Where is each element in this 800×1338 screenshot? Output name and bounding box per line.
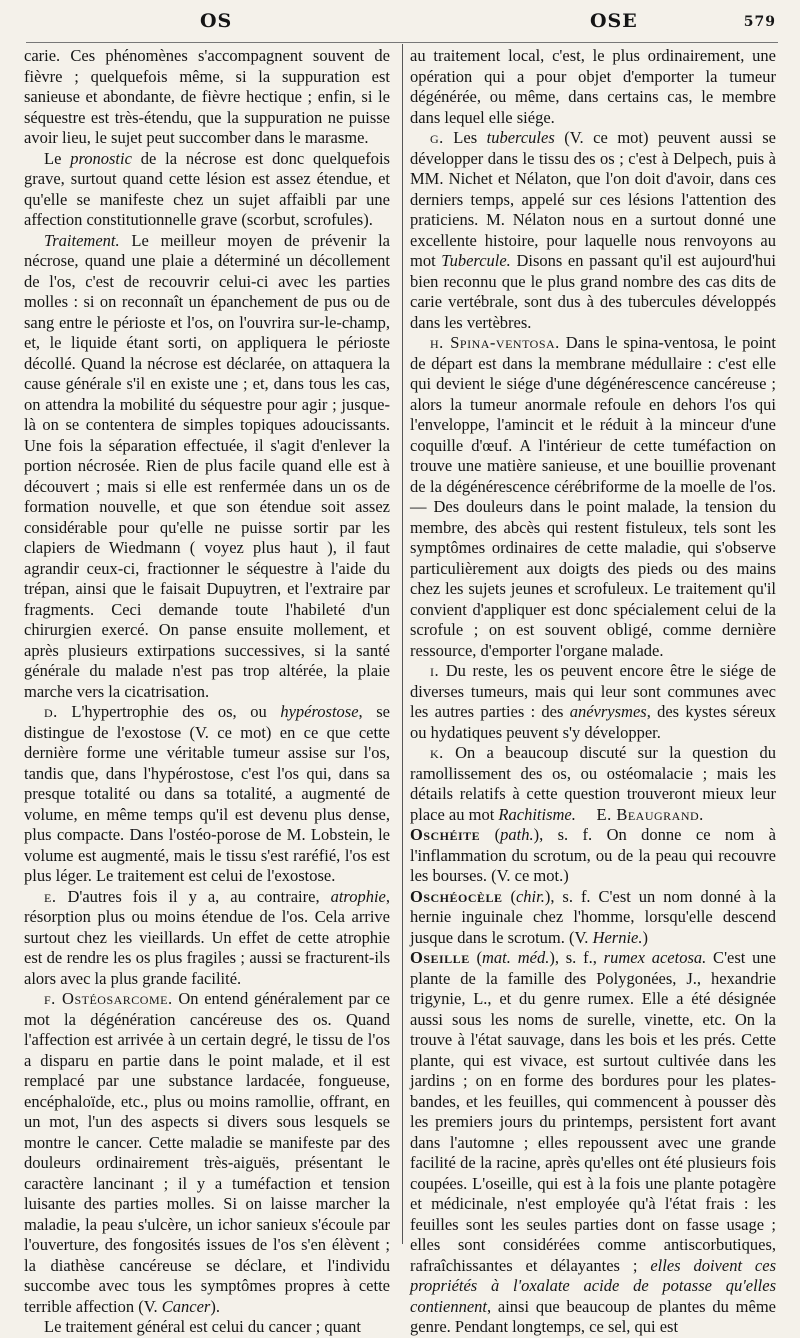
text: Du reste, les os peuvent encore être le siége de diverses tumeurs, mais qui leur sont communes avec les autres parties : des [410, 661, 776, 721]
italic-term: Hernie. [592, 927, 643, 947]
italic-term: elles doivent ces propriétés à l'oxalate acide de potasse qu'elles contiennent [410, 1255, 776, 1316]
page-number: 579 [743, 14, 776, 30]
italic-term: Rachitisme. [498, 804, 576, 824]
section-term: Spina-ventosa. [443, 333, 560, 352]
text: Le meilleur moyen de prévenir la nécrose, quand une plaie a déterminé un décollement de l'os, c'est de recouvrir celui-ci avec les parties molles : si on reconnaît un épanchement de pus ou de sang entre le périoste et l'os, on l'ouvrira sur-le-champ, et, le liquide étant sorti, on appliquera le périoste décollé. Quand la nécrose est déclarée, on attaquera la cause générale s'il en existe une ; et, dans tous les cas, on attendra la mobilité du séquestre pour agir ; jusque-là on se contentera de simples topiques adoucissants. Une fois la séparation effectuée, il s'agit d'enlever la portion nécrosée. Rien de plus facile quand elle est à découvert ; mais si elle est renfermée dans un os de formation nouvelle, et que son étendue soit assez considérable pour qu'elle ne puisse sortir par les clapiers de Wiedmann ( voyez plus haut ), il faut agrandir ceux-ci, fractionner le séquestre à l'aide du trépan, ainsi que le faisait Dupuytren, et l'extraire par fragments. Ceci demande toute l'habileté d'un chirurgien exercé. On panse ensuite mollement, et après plusieurs extirpations successives, si la santé générale du malade n'est pas trop altérée, la plaie marche vers la cicatrisation. [24, 230, 390, 701]
section-letter: g. [430, 128, 444, 147]
italic-term: anévrysmes [569, 702, 647, 721]
paragraph-traitement [24, 231, 390, 703]
italic-term: chir. [515, 886, 545, 906]
text: ( [480, 825, 501, 844]
text: L'hypertrophie des os, ou [57, 702, 281, 721]
text: D'autres fois il y a, au contraire, [56, 886, 331, 906]
section-letter: h. [430, 333, 444, 352]
italic-term: pronostic [70, 148, 132, 168]
text: , ainsi que beaucoup de plantes du même genre. Pendant longtemps, ce sel, qui est [410, 1296, 776, 1336]
column-divider [402, 44, 403, 1244]
italic-term: hypérostose [280, 702, 359, 721]
text: C'est une plante de la famille des Polygonées, J., hexandrie trigynie, L., et du genre rumex. Elle a été désignée aussi sous les noms de surelle, vinette, etc. On la trouve à l'état sauvage, dans les bois et les prés. Cette plante, qui est vivace, est surtout cultivée dans les jardins ; on en forme des bordures pour les plates-bandes, et les feuilles, qui commencent à pousser dès les premiers jours du printemps, persistent fort avant dans l'automne ; elles repoussent avec une grande facilité de la racine, après qu'elles ont été plusieurs fois coupées. L'oseille, qui est à la fois une plante potagère et médicinale, n'est employée qu'à l'état frais : les feuilles sont les seules parties dont on fasse usage ; elles sont considérées comme antiscorbutiques, rafraîchissantes et délayantes ; [410, 948, 776, 1275]
text: On a beaucoup discuté sur la question du ramollissement des os, ou ostéomalacie ; mais les détails relatifs à cette question trouveront mieux leur place au mot [410, 743, 776, 824]
paragraph-carie-end: carie. Ces phénomènes s'accompagnent souvent de fièvre ; quelquefois même, si la suppuration est sanieuse et abondante, de fièvre hectique ; enfin, si le séquestre est très-étendu, que la suppuration ne puisse avoir lieu, le sujet peut succomber dans le marasme. [24, 46, 390, 147]
paragraph-g-tubercules [410, 128, 776, 333]
italic-term: rumex acetosa. [603, 948, 707, 967]
text: ) [642, 927, 649, 947]
italic-term: tubercules [486, 128, 555, 147]
text: ), s. f., [549, 948, 604, 967]
paragraph-h-spina-ventosa [410, 333, 776, 661]
text: Le [44, 148, 71, 168]
text: ( [502, 886, 516, 906]
text: ( [469, 948, 483, 967]
text: Les [443, 128, 487, 147]
paragraph-k-osteomalacie [410, 743, 776, 825]
entry-headword: Oseille [410, 948, 470, 967]
author-signature: E. Beaugrand. [596, 804, 704, 824]
entry-oscheite [410, 825, 776, 887]
entry-headword: Oschéite [410, 825, 481, 844]
text: (V. ce mot) peuvent aussi se développer dans le tissu des os ; c'est à Delpech, puis à MM. Nichet et Nélaton, que l'on doit d'avoir, dans ces derniers temps, appelé sur ces lésions l'attention des praticiens. M. Nélaton nous en a surtout donné une excellente histoire, pour laquelle nous renvoyons au mot [410, 128, 776, 270]
text: , des kystes séreux ou hydatiques peuvent s'y développer. [410, 702, 776, 742]
text: ), s. f. C'est un nom donné à la hernie inguinale chez l'homme, lorsqu'elle descend jusque dans le scrotum. (V. [410, 886, 776, 947]
italic-term: path. [500, 825, 534, 844]
running-head-center: OSE [590, 10, 638, 32]
italic-term: atrophie [330, 886, 386, 906]
section-letter: d. [44, 702, 58, 721]
section-letter: e. [44, 886, 57, 906]
section-term: Ostéosarcome. [55, 989, 173, 1008]
paragraph-traitement-local: au traitement local, c'est, le plus ordinairement, une opération qui a pour objet d'emporter la tumeur dégénérée, ou même, dans certains cas, le membre dans lequel elle siége. [410, 46, 776, 127]
right-column [410, 46, 776, 1336]
text: ), s. f. On donne ce nom à l'inflammation du scrotum, ou de la peau qui recouvre les bourses. (V. ce mot.) [410, 825, 776, 885]
paragraph-e-atrophie [24, 887, 390, 990]
header-rule [26, 42, 778, 43]
text: On entend généralement par ce mot la dégénération cancéreuse des os. Quand l'affection est arrivée à un certain degré, le tissu de l'os a disparu en partie dans le point malade, et il est remplacé par une substance lardacée, fongueuse, encéphaloïde, etc., plus ou moins ramollie, offrant, en un mot, l'un des aspects si divers sous lesquels se montre le cancer. Cette maladie se manifeste par des douleurs ordinairement très-aiguës, présentant le caractère lancinant ; il y a tuméfaction et tension luisante des parties molles. Si on laisse marcher la maladie, la peau s'ulcère, un ichor sanieux s'écoule par l'ouverture, des fongosités issues de l'os s'en élèvent ; la diathèse cancéreuse se déclare, et l'individu succombe avec tous les symptômes propres à cette terrible affection (V. [24, 989, 390, 1316]
entry-oseille [410, 948, 776, 1338]
paragraph-traitement-general: Le traitement général est celui du cancer ; quant [44, 1317, 362, 1336]
entry-oscheocele [410, 887, 776, 949]
left-column [24, 46, 390, 1336]
paragraph-i-tumeurs [410, 661, 776, 743]
section-letter: k. [430, 743, 444, 762]
text: de la nécrose est donc quelquefois grave, surtout quand cette lésion est assez étendue, et qu'elle se manifeste chez un sujet affaibli par une affection constitutionnelle grave (scorbut, scrofules). [24, 148, 390, 229]
running-head-left: OS [200, 10, 233, 32]
italic-term: mat. méd. [482, 948, 550, 967]
paragraph-d-hyperostose [24, 702, 390, 887]
italic-term: Cancer [161, 1296, 211, 1316]
text: , se distingue de l'exostose (V. ce mot) en ce que cette dernière forme une véritable tumeur assise sur l'os, tandis que, dans l'hypérostose, c'est l'os qui, dans sa presque totalité ou dans sa totalité, a augmenté de volume, en même temps qu'il est devenu plus dense, plus compacte. Dans l'ostéo-porose de M. Lobstein, le volume est augmenté, mais le tissu s'est raréfié, l'os est plus léger. Le traitement est celui de l'exostose. [24, 702, 390, 885]
section-letter: f. [44, 989, 56, 1008]
italic-term: Traitement. [44, 230, 120, 250]
text: , résorption plus ou moins étendue de l'os. Cela arrive surtout chez les vieillards. Un effet de cette atrophie est de rendre les os plus fragiles ; aussi se fracturent-ils alors avec la plus grande facilité. [24, 886, 390, 988]
italic-term: Tubercule. [441, 251, 511, 270]
text: Disons en passant qu'il est aujourd'hui bien reconnu que le plus grand nombre des cas dits de carie vertébrale, sont dus à des tubercules développés dans les vertèbres. [410, 251, 776, 332]
text: Dans le spina-ventosa, le point de départ est dans la membrane médullaire : c'est elle qui devient le siége d'une dégénérescence cancéreuse ; alors la tumeur anormale refoule en dehors l'os qui l'enveloppe, l'amincit et le réduit à la minceur d'une coquille d'œuf. A l'intérieur de cette tuméfaction on trouve une matière sanieuse, et une bouillie provenant de la dégénérescence cérébriforme de la moelle de l'os. — Des douleurs dans le point malade, la tension du membre, des abcès qui restent fistuleux, tels sont les symptômes ordinaires de cette maladie, qui s'observe particulièrement aux doigts des pieds ou des mains chez les sujets jeunes et scrofuleux. Le traitement qu'il convient d'appliquer est donc spécialement celui de la scrofule ; on est souvent obligé, comme dernière ressource, d'emporter l'organe malade. [410, 333, 776, 660]
section-letter: i. [430, 661, 440, 680]
entry-headword: Oschéocèle [410, 886, 503, 906]
paragraph-f-osteosarcome [24, 989, 390, 1317]
text: ). [210, 1296, 220, 1316]
paragraph-pronostic [24, 149, 390, 231]
